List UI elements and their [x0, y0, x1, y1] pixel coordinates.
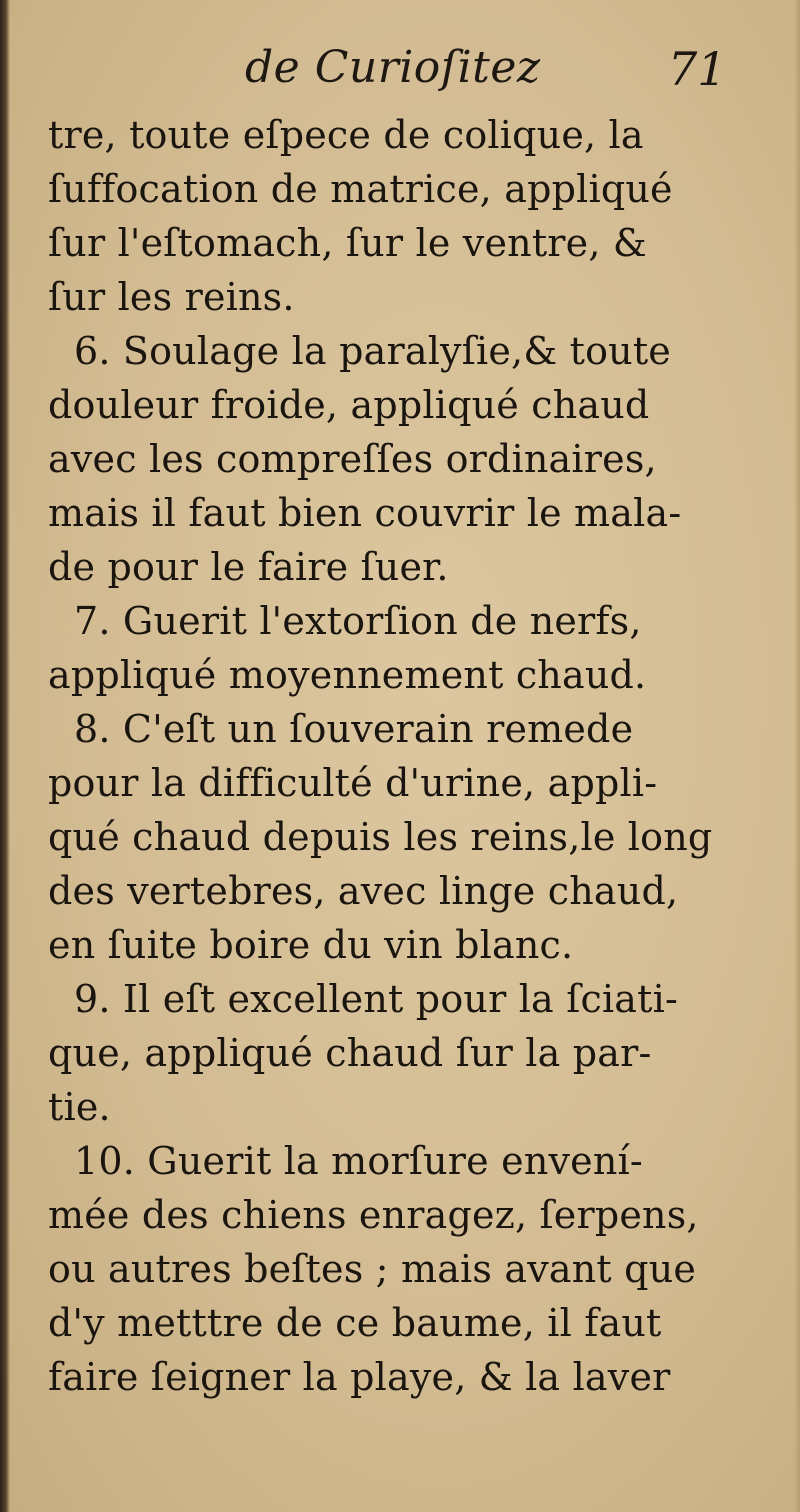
- text-line: appliqué moyennement chaud.: [48, 653, 647, 697]
- text-line: faire ſeigner la playe, & la laver: [48, 1355, 671, 1399]
- text-line: des vertebres, avec linge chaud,: [48, 869, 679, 913]
- text-line: qué chaud depuis les reins,le long: [48, 815, 713, 859]
- text-line: ſur les reins.: [48, 275, 295, 319]
- page-number: 71: [668, 42, 727, 96]
- text-line: que, appliqué chaud ſur la par-: [48, 1031, 652, 1075]
- page-edge: [794, 0, 800, 1512]
- page-header: [0, 38, 800, 108]
- text-line: ou autres beſtes ; mais avant que: [48, 1247, 697, 1291]
- text-line: en ſuite boire du vin blanc.: [48, 923, 574, 967]
- text-line: d'y metttre de ce baume, il faut: [48, 1301, 662, 1345]
- page-gutter-shadow: [0, 0, 10, 1512]
- text-line-item-9: 9. Il eſt excellent pour la ſciati-: [74, 977, 679, 1021]
- text-line: tie.: [48, 1085, 111, 1129]
- text-line: mée des chiens enragez, ſerpens,: [48, 1193, 699, 1237]
- text-line: avec les compreſſes ordinaires,: [48, 437, 657, 481]
- text-line-item-7: 7. Guerit l'extorſion de nerfs,: [74, 599, 642, 643]
- text-line: ſuffocation de matrice, appliqué: [48, 167, 673, 211]
- text-line: ſur l'eſtomach, ſur le ventre, &: [48, 221, 647, 265]
- text-line-item-10: 10. Guerit la morſure envení-: [74, 1139, 643, 1183]
- text-line: mais il faut bien couvrir le mala-: [48, 491, 682, 535]
- text-line: de pour le faire ſuer.: [48, 545, 449, 589]
- text-line-item-6: 6. Soulage la paralyſie,& toute: [74, 329, 671, 373]
- body-text: [48, 108, 748, 1404]
- text-line: douleur froide, appliqué chaud: [48, 383, 650, 427]
- running-title: de Curioſitez: [245, 42, 541, 93]
- text-line: pour la difficulté d'urine, appli-: [48, 761, 658, 805]
- text-line-item-8: 8. C'eſt un ſouverain remede: [74, 707, 634, 751]
- text-line: tre, toute eſpece de colique, la: [48, 113, 644, 157]
